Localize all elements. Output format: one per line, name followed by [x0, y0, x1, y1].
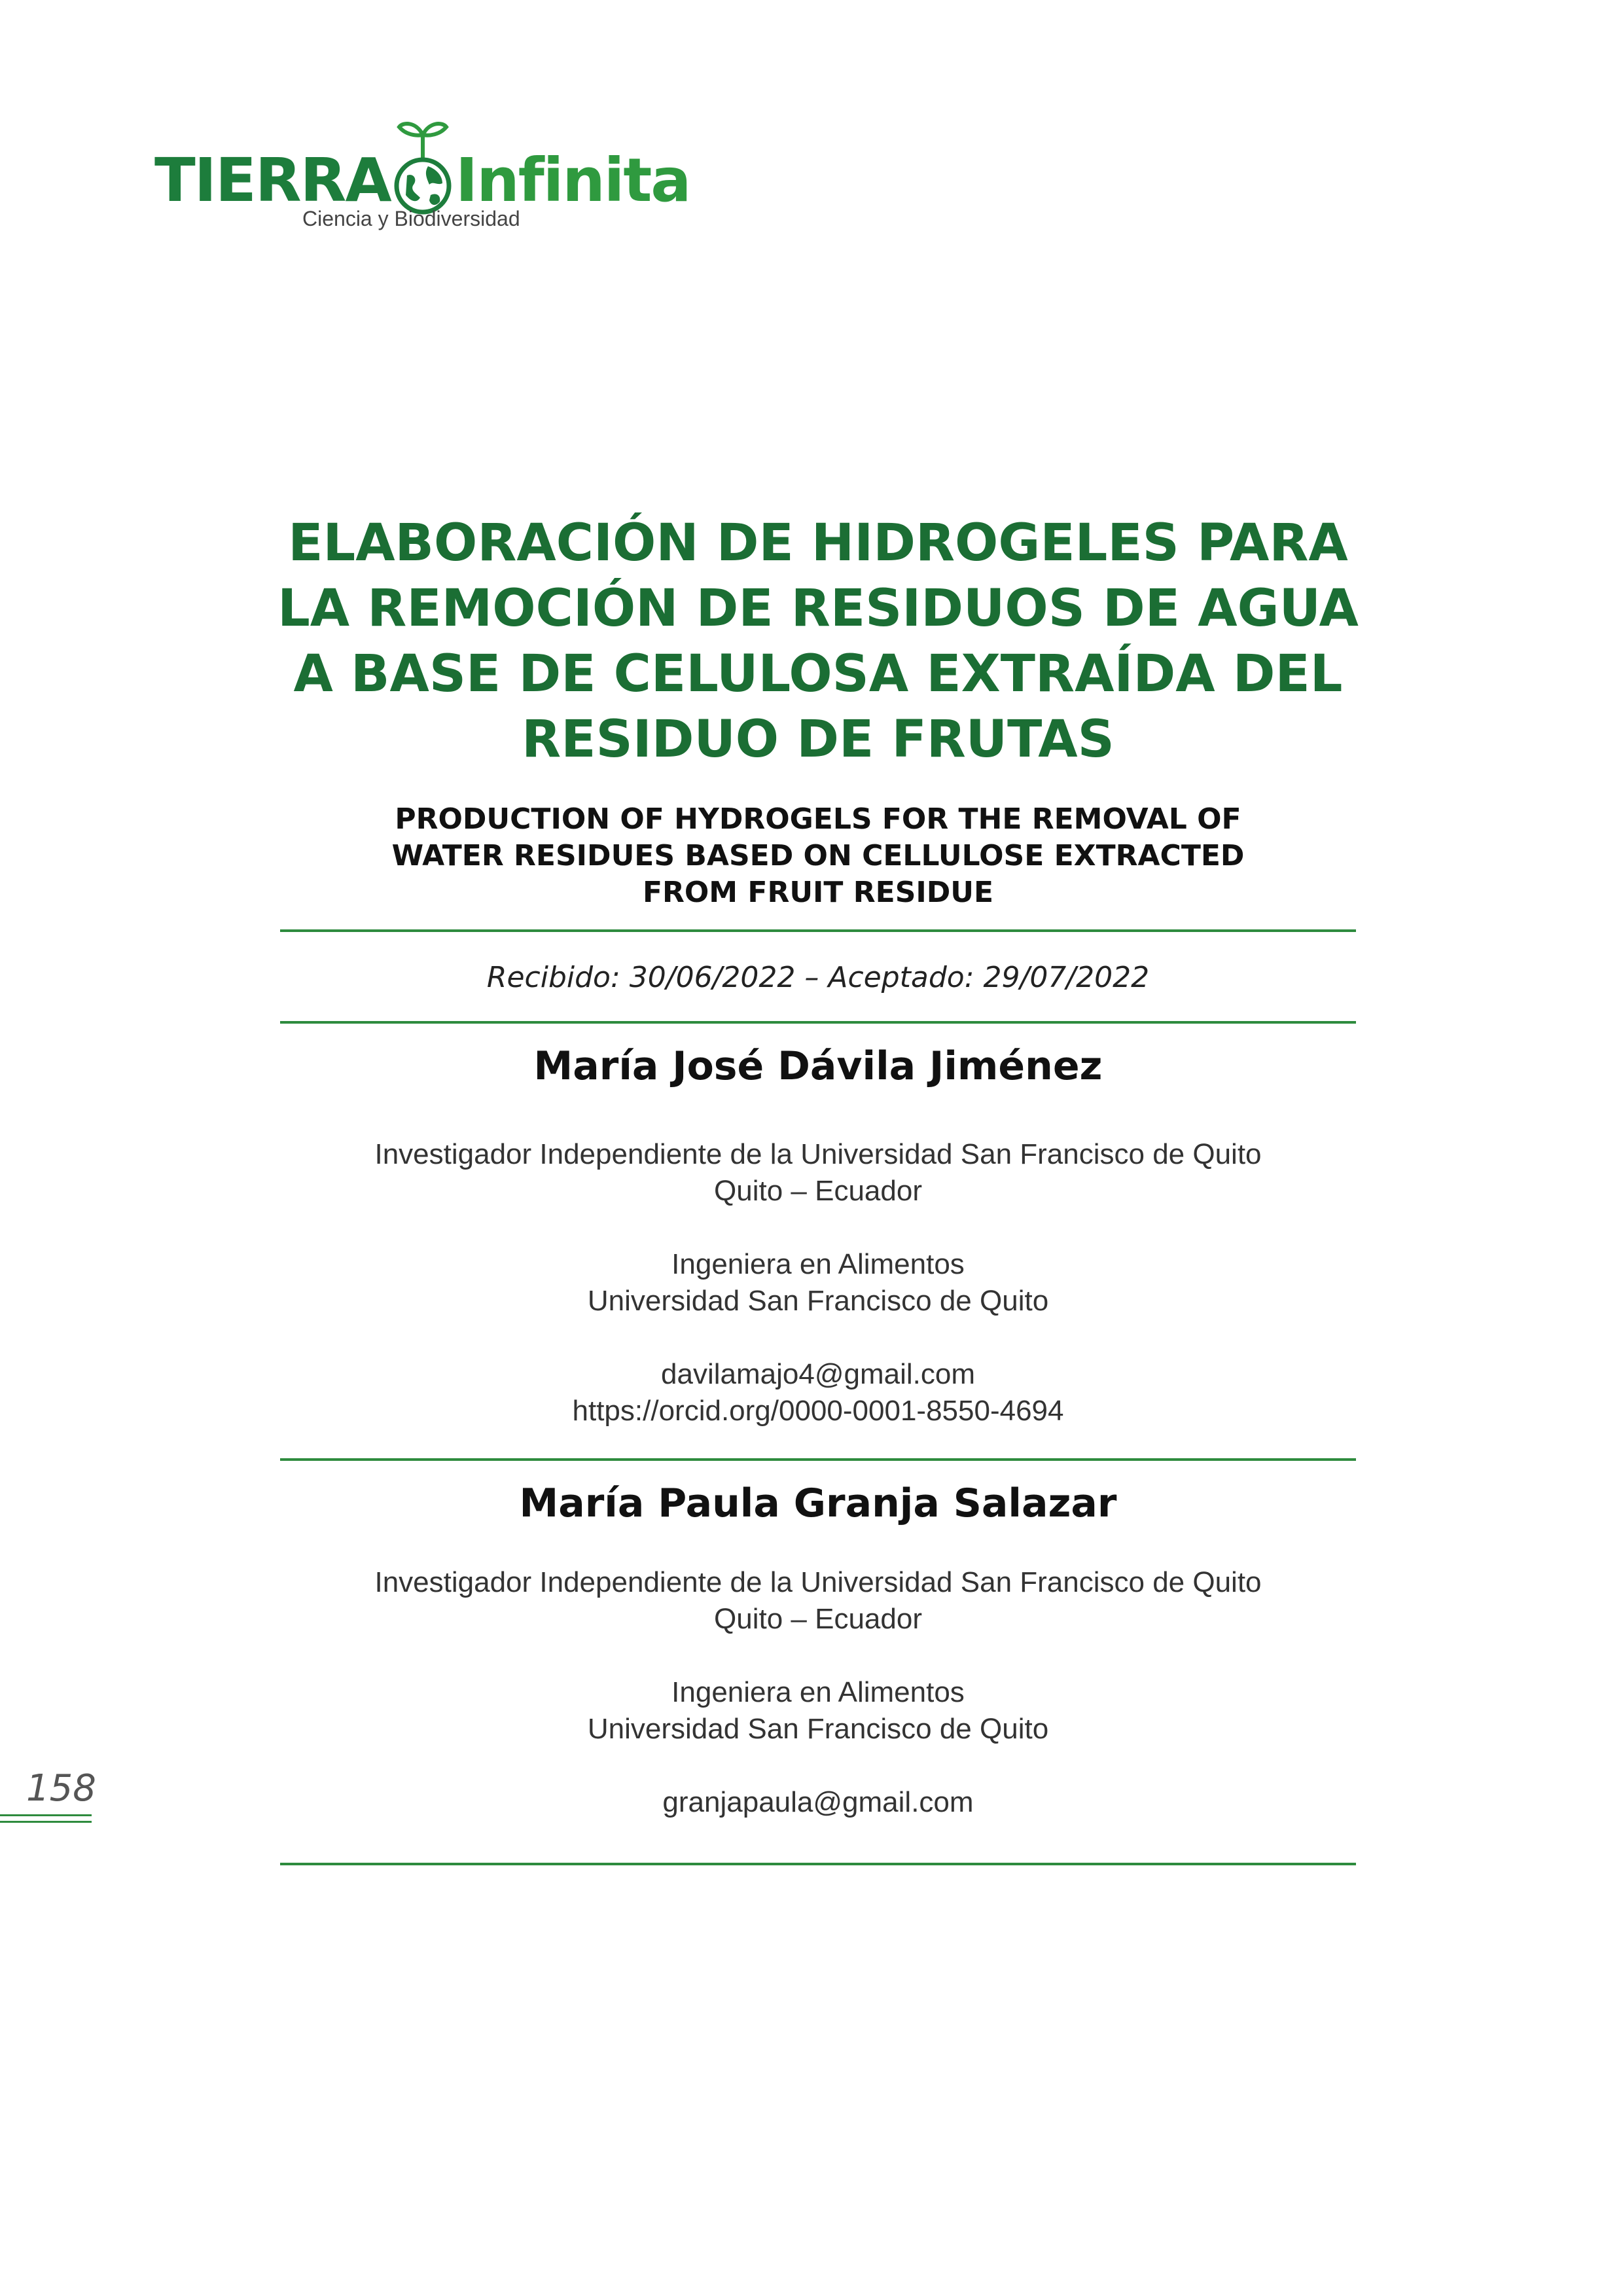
author-affiliation: Investigador Independiente de la Universidad San Francisco de Quito: [374, 1566, 1262, 1598]
divider-rule: [280, 1458, 1356, 1461]
logo-tagline: Ciencia y Biodiversidad: [302, 207, 520, 230]
title-line: LA REMOCIÓN DE RESIDUOS DE AGUA: [277, 579, 1359, 638]
subtitle-line: FROM FRUIT RESIDUE: [642, 876, 994, 909]
journal-logo: [154, 105, 690, 236]
divider-rule: [280, 929, 1356, 932]
author-location: Quito – Ecuador: [714, 1175, 922, 1207]
globe-sprout-icon: [390, 113, 455, 217]
received-accepted-dates: Recibido: 30/06/2022 – Aceptado: 29/07/2022: [486, 961, 1150, 994]
author-university: Universidad San Francisco de Quito: [587, 1713, 1049, 1745]
title-line: A BASE DE CELULOSA EXTRAÍDA DEL: [293, 645, 1343, 704]
title-line: RESIDUO DE FRUTAS: [522, 710, 1115, 769]
subtitle-line: PRODUCTION OF HYDROGELS FOR THE REMOVAL OF: [395, 802, 1241, 836]
subtitle-line: WATER RESIDUES BASED ON CELLULOSE EXTRACTED: [391, 839, 1245, 872]
author-university: Universidad San Francisco de Quito: [587, 1285, 1049, 1317]
title-line: ELABORACIÓN DE HIDROGELES PARA: [288, 514, 1348, 573]
author-name: María José Dávila Jiménez: [533, 1043, 1103, 1089]
logo-word-infinita: Infinita: [455, 145, 690, 215]
page-number: 158: [26, 1767, 96, 1810]
article-subtitle-english: [366, 801, 1270, 911]
divider-rule: [280, 1021, 1356, 1024]
author-email[interactable]: davilamajo4@gmail.com: [661, 1358, 975, 1390]
page-number-rule: [0, 1821, 92, 1823]
author-affiliation: Investigador Independiente de la Universidad San Francisco de Quito: [374, 1138, 1262, 1170]
author-degree: Ingeniera en Alimentos: [671, 1676, 965, 1708]
author-email[interactable]: granjapaula@gmail.com: [662, 1786, 974, 1818]
article-title: [249, 511, 1387, 772]
logo-word-tierra: TIERRA: [154, 145, 391, 215]
page-number-rule: [0, 1814, 92, 1816]
author-name: María Paula Granja Salazar: [519, 1480, 1117, 1526]
author-orcid[interactable]: https://orcid.org/0000-0001-8550-4694: [572, 1395, 1064, 1427]
divider-rule: [280, 1863, 1356, 1865]
author-location: Quito – Ecuador: [714, 1603, 922, 1635]
author-degree: Ingeniera en Alimentos: [671, 1248, 965, 1280]
author-details: [280, 1136, 1356, 1429]
author-details: [280, 1564, 1356, 1821]
